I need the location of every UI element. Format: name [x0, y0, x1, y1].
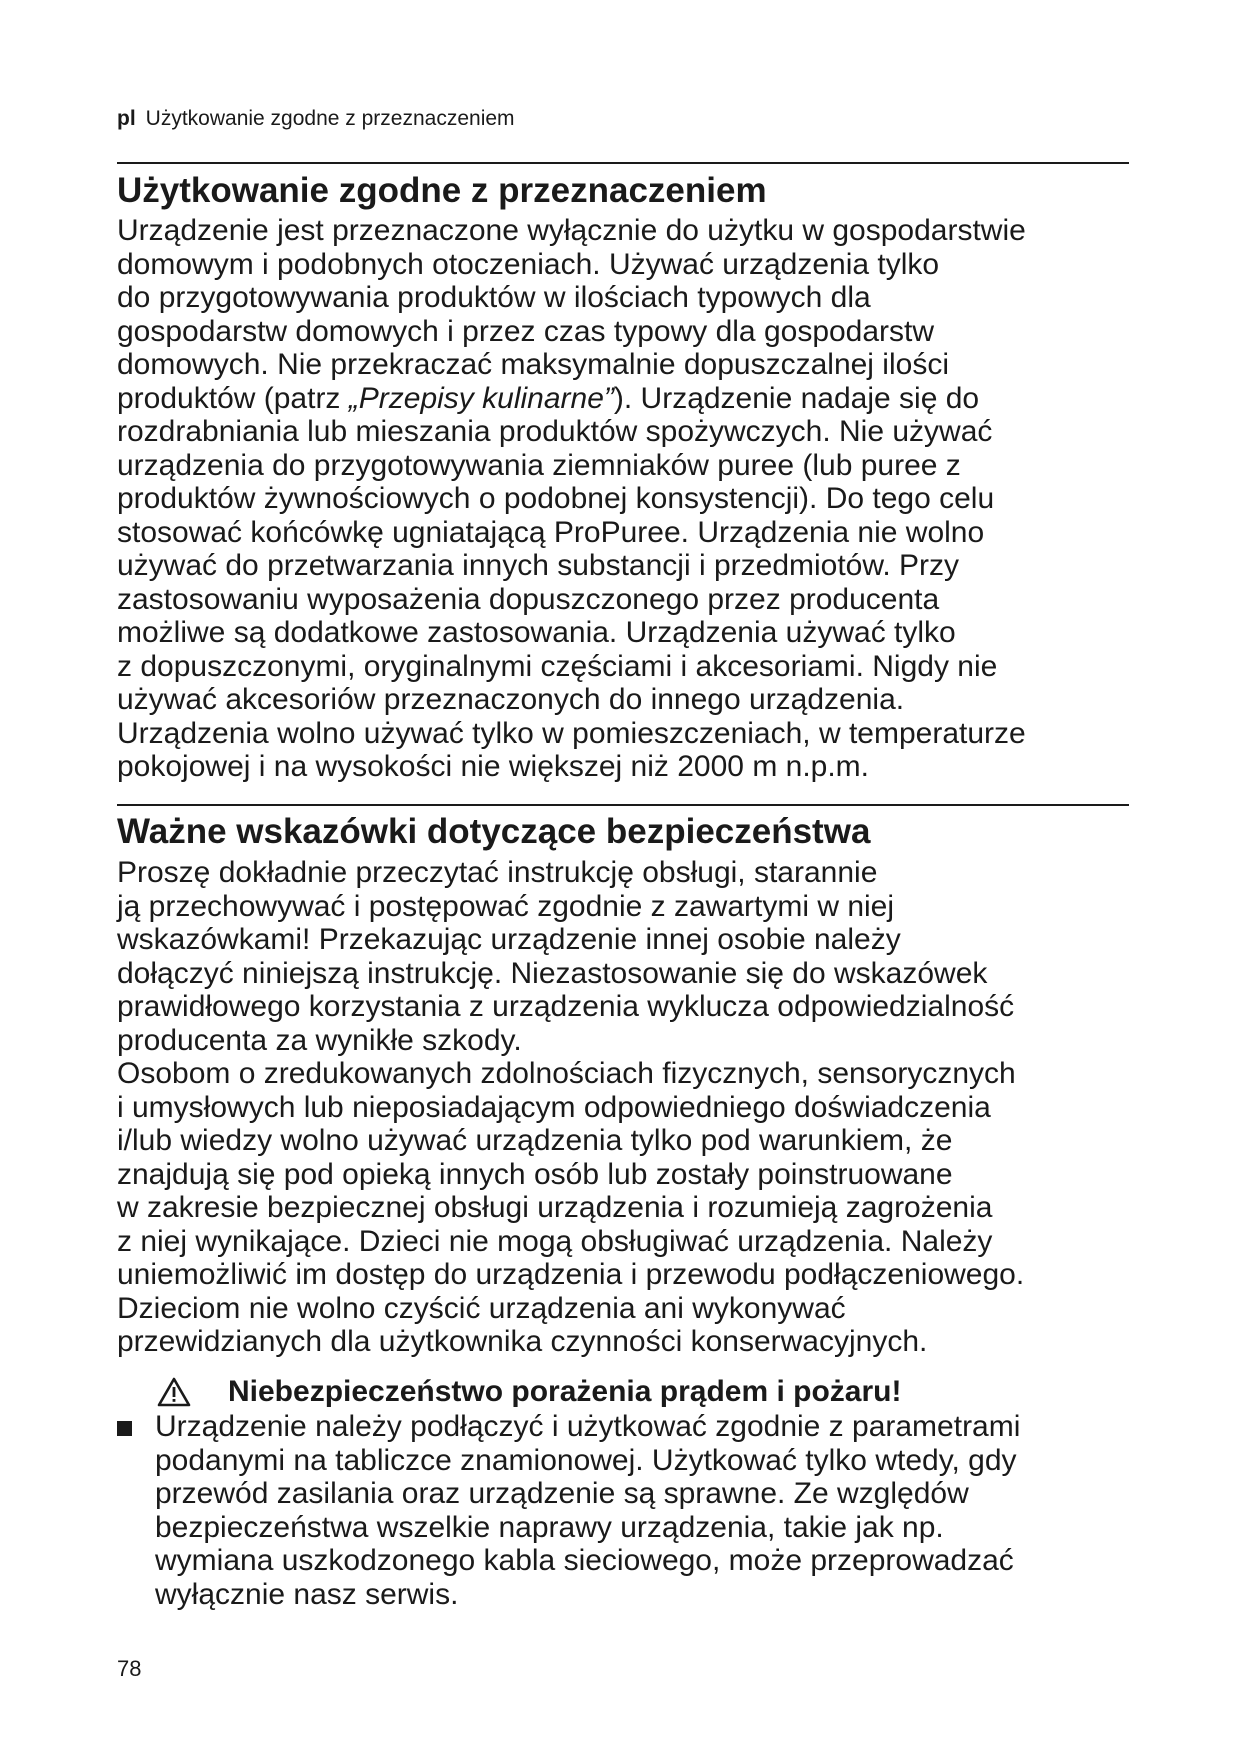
- text-line: wymiana uszkodzonego kabla sieciowego, może przeprowadzać: [155, 1544, 1014, 1577]
- section-title-safety: Ważne wskazówki dotyczące bezpieczeństwa: [117, 812, 871, 851]
- text-line: używać akcesoriów przeznaczonych do innego urządzenia.: [117, 683, 905, 716]
- section-divider: [117, 162, 1129, 164]
- text-line: prawidłowego korzystania z urządzenia wyklucza odpowiedzialność: [117, 990, 1015, 1023]
- text-line: Proszę dokładnie przeczytać instrukcję obsługi, starannie: [117, 856, 878, 889]
- text-line: wskazówkami! Przekazując urządzenie innej osobie należy: [117, 923, 901, 956]
- recipes-reference: „Przepisy kulinarne”: [348, 381, 614, 415]
- page-number: 78: [117, 1656, 142, 1681]
- text-line: i/lub wiedzy wolno używać urządzenia tylko pod warunkiem, że: [117, 1124, 953, 1157]
- text-line: i umysłowych lub nieposiadającym odpowiedniego doświadczenia: [117, 1090, 991, 1124]
- text-line: przewód zasilania oraz urządzenie są sprawne. Ze względów: [155, 1477, 969, 1510]
- section-title-intended-use: Użytkowanie zgodne z przeznaczeniem: [117, 171, 767, 210]
- text-line: możliwe są dodatkowe zastosowania. Urządzenia używać tylko: [117, 616, 956, 649]
- text-line: wyłącznie nasz serwis.: [155, 1577, 459, 1611]
- language-code: pl: [117, 107, 136, 130]
- running-header: [117, 106, 515, 132]
- warning-heading-text: Niebezpieczeństwo porażenia prądem i pożaru!: [228, 1375, 902, 1408]
- text-line: domowych. Nie przekraczać maksymalnie dopuszczalnej ilości: [117, 348, 949, 381]
- text-line: podanymi na tabliczce znamionowej. Użytkować tylko wtedy, gdy: [155, 1443, 1017, 1477]
- safety-paragraph: [117, 856, 1129, 1359]
- text-line: produktów żywnościowych o podobnej konsystencji). Do tego celu: [117, 482, 995, 515]
- text-line: z niej wynikające. Dzieci nie mogą obsługiwać urządzenia. Należy: [117, 1224, 993, 1258]
- text-line: do przygotowywania produktów w ilościach typowych dla: [117, 281, 871, 314]
- text-line: przewidzianych dla użytkownika czynności konserwacyjnych.: [117, 1325, 928, 1358]
- text-line: ją przechowywać i postępować zgodnie z zawartymi w niej: [117, 889, 895, 923]
- list-item-text: [155, 1410, 1129, 1611]
- text-line: znajdują się pod opieką innych osób lub zostały poinstruowane: [117, 1157, 953, 1191]
- text-line: Urządzenie jest przeznaczone wyłącznie do użytku w gospodarstwie: [117, 214, 1026, 247]
- section-divider: [117, 804, 1129, 806]
- square-bullet-icon: [117, 1421, 132, 1436]
- text-line: urządzenia do przygotowywania ziemniaków puree (lub puree z: [117, 448, 961, 482]
- manual-page: [117, 0, 1129, 1754]
- text-line: producenta za wynikłe szkody.: [117, 1023, 522, 1057]
- text-fragment: ). Urządzenie nadaje się do: [613, 381, 980, 415]
- intended-use-paragraph: [117, 214, 1129, 784]
- text-line: z dopuszczonymi, oryginalnymi częściami i akcesoriami. Nigdy nie: [117, 649, 998, 683]
- text-line: Dzieciom nie wolno czyścić urządzenia ani wykonywać: [117, 1291, 846, 1325]
- text-line: zastosowaniu wyposażenia dopuszczonego przez producenta: [117, 582, 940, 616]
- text-line: gospodarstw domowych i przez czas typowy dla gospodarstw: [117, 314, 935, 348]
- text-line: domowym i podobnych otoczeniach. Używać urządzenia tylko: [117, 247, 940, 281]
- text-line: w zakresie bezpiecznej obsługi urządzenia i rozumieją zagrożenia: [117, 1191, 993, 1224]
- text-fragment: produktów (patrz: [117, 381, 349, 415]
- text-line: Urządzenie należy podłączyć i użytkować zgodnie z parametrami: [155, 1410, 1021, 1443]
- text-line: [117, 382, 1129, 416]
- text-line: dołączyć niniejszą instrukcję. Niezastosowanie się do wskazówek: [117, 956, 988, 990]
- text-line: uniemożliwić im dostęp do urządzenia i przewodu podłączeniowego.: [117, 1258, 1025, 1291]
- text-line: bezpieczeństwa wszelkie naprawy urządzenia, takie jak np.: [155, 1510, 944, 1544]
- text-line: rozdrabniania lub mieszania produktów spożywczych. Nie używać: [117, 415, 993, 448]
- text-line: pokojowej i na wysokości nie większej niż 2000 m n.p.m.: [117, 750, 870, 783]
- text-line: używać do przetwarzania innych substancji i przedmiotów. Przy: [117, 549, 960, 582]
- running-header-title: Użytkowanie zgodne z przeznaczeniem: [145, 107, 515, 130]
- text-line: stosować końcówkę ugniatającą ProPuree. Urządzenia nie wolno: [117, 515, 985, 549]
- text-line: Osobom o zredukowanych zdolnościach fizycznych, sensorycznych: [117, 1057, 1016, 1090]
- warning-triangle-icon: [157, 1377, 191, 1407]
- text-line: Urządzenia wolno używać tylko w pomieszczeniach, w temperaturze: [117, 716, 1026, 750]
